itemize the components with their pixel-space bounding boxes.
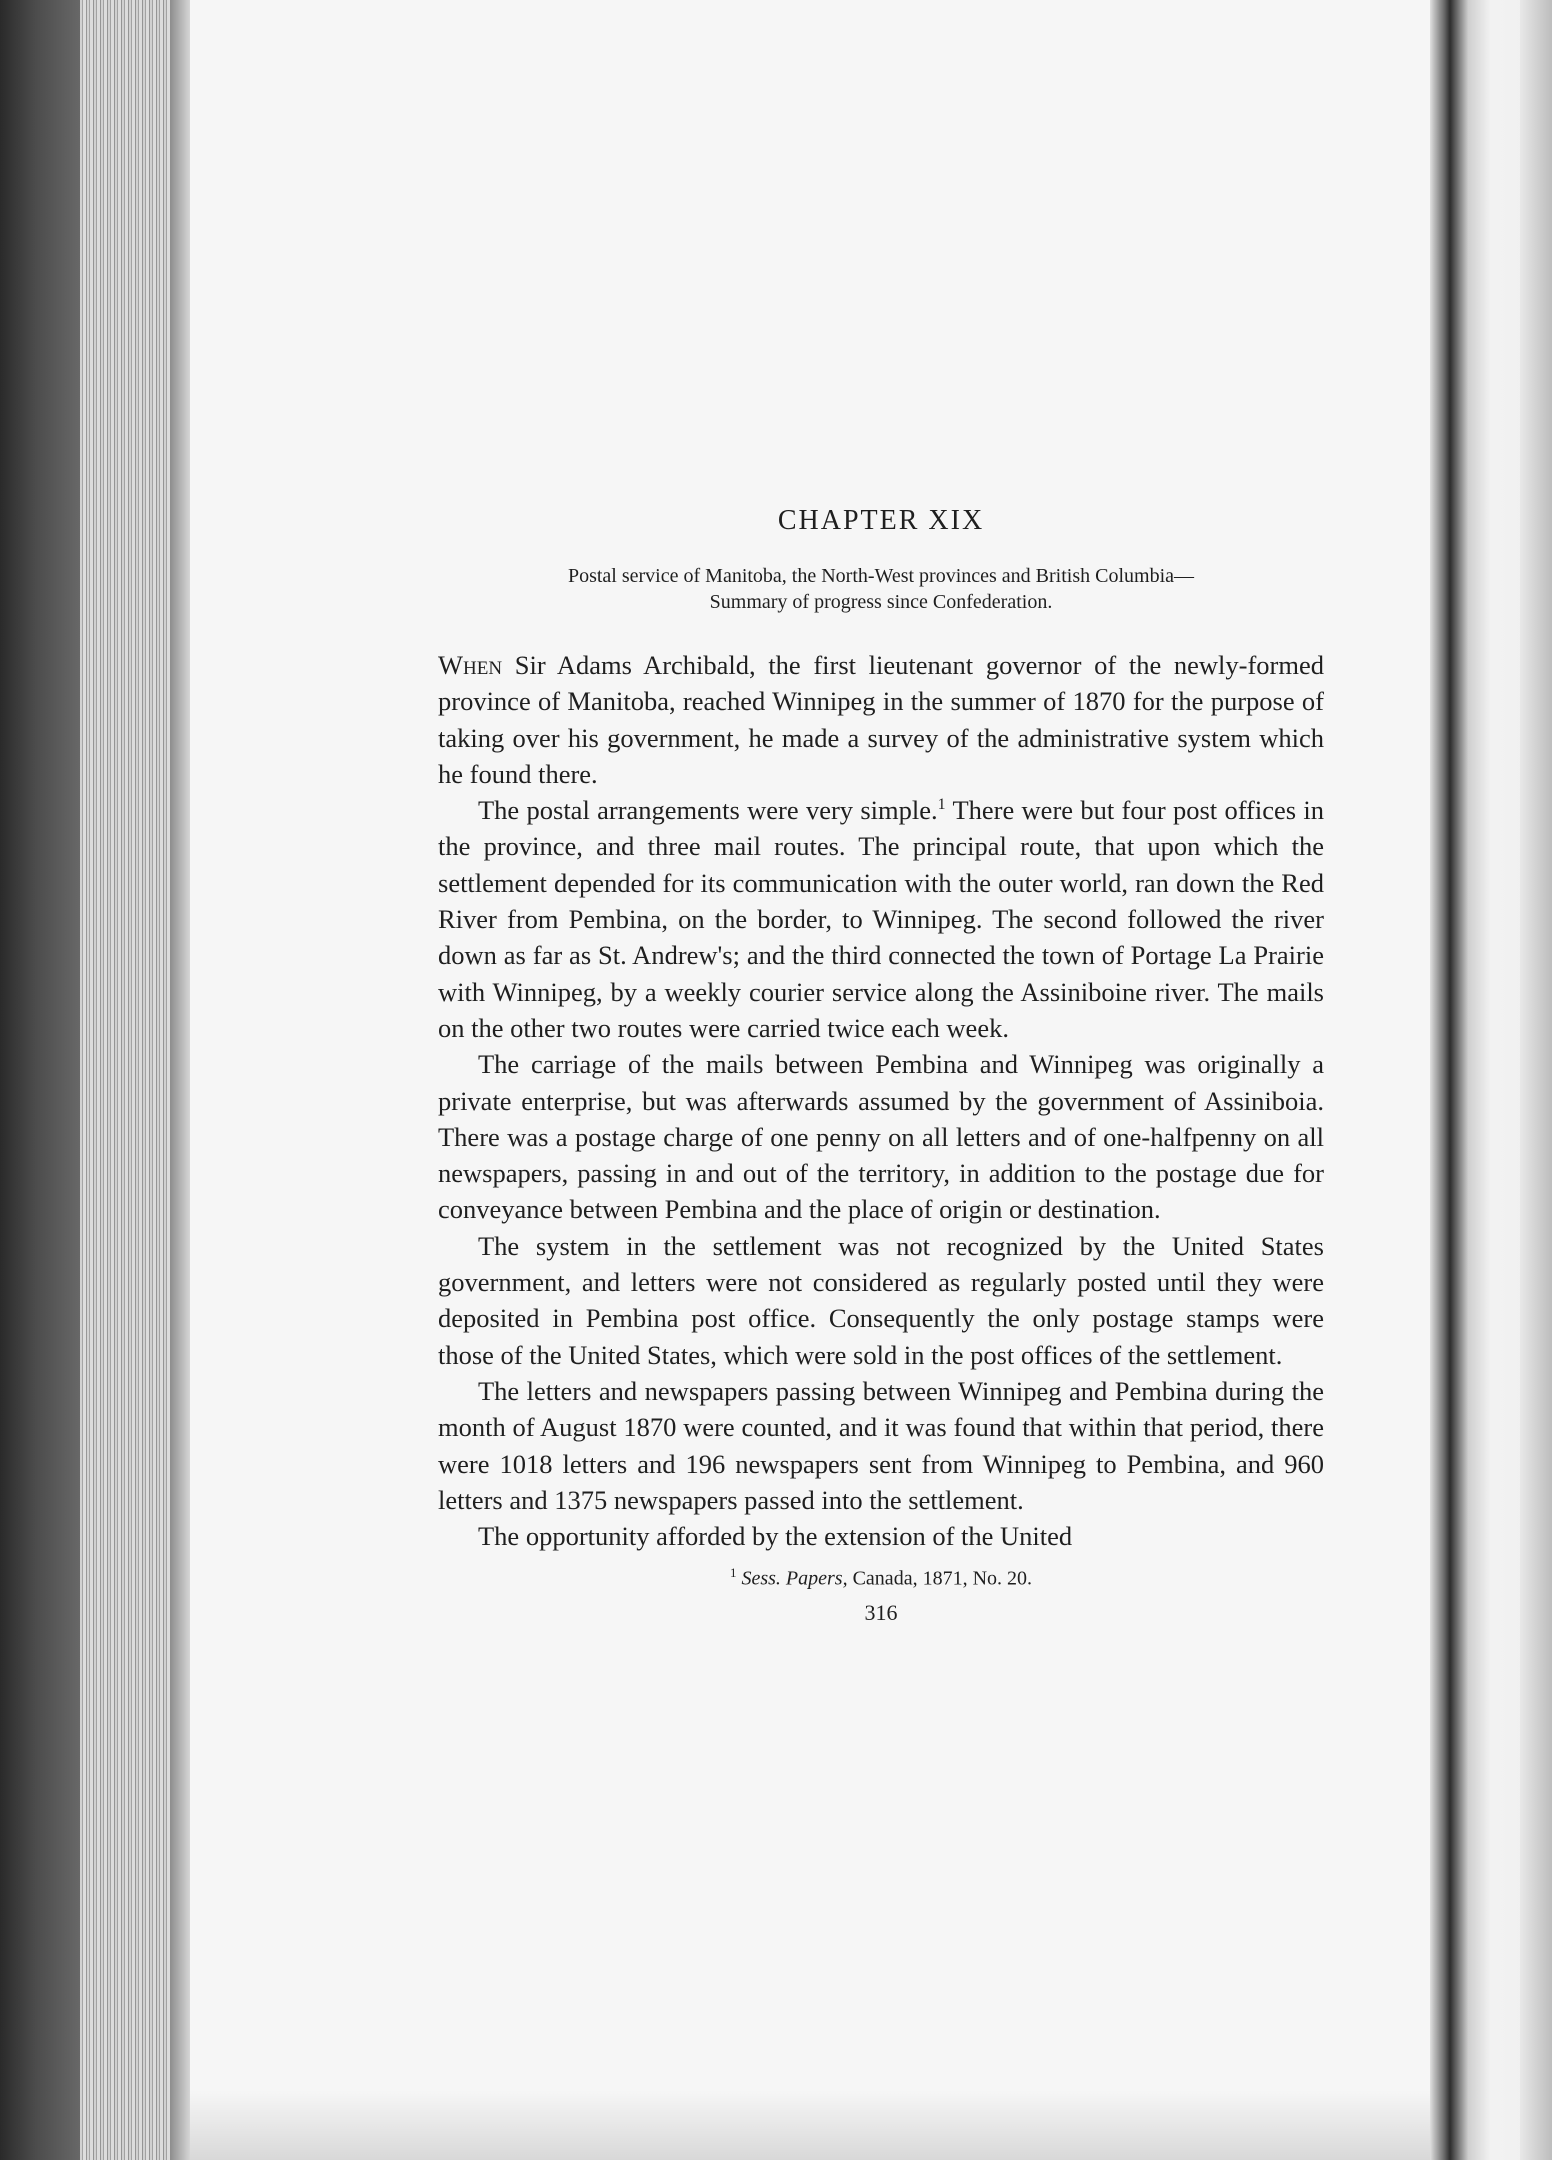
- footnote-reference: 1: [937, 796, 946, 814]
- paragraph-3: The carriage of the mails between Pembina and Winnipeg was originally a private enterprise, but was afterwards assumed by the government of Assiniboia. There was a postage charge of one penny on all letters and of one-halfpenny on all newspapers, passing in and out of the territory, in addition to the postage due for conveyance between Pembina and the place of origin or destination.: [438, 1049, 1324, 1225]
- footnote: [438, 1558, 1324, 1594]
- paragraph-2: [438, 792, 1324, 1046]
- footnote-rest: Canada, 1871, No. 20.: [847, 1568, 1033, 1591]
- chapter-summary-line-2: Summary of progress since Confederation.: [709, 591, 1053, 613]
- page-text: [438, 505, 1324, 1626]
- paragraph-lead-word: When: [438, 650, 503, 680]
- chapter-summary: [438, 563, 1324, 615]
- paragraph-2-text-a: The postal arrangements were very simple.: [478, 795, 938, 826]
- paragraph-1: [438, 647, 1324, 792]
- book-gutter: [1430, 0, 1450, 2160]
- page-bottom-shadow: [190, 2090, 1445, 2160]
- book-right-edge: [1520, 0, 1552, 2160]
- paragraph-6: The opportunity afforded by the extension of the United: [478, 1521, 1073, 1552]
- paragraph-1-text: Sir Adams Archibald, the first lieutenant governor of the newly-formed province of Manitoba, reached Winnipeg in the summer of 1870 for the purpose of taking over his government, he made a survey of the administrative system which he found there.: [438, 650, 1324, 789]
- book-left-edge: [0, 0, 90, 2160]
- page-number: 316: [864, 1600, 898, 1626]
- chapter-summary-line-1: Postal service of Manitoba, the North-West provinces and British Columbia—: [567, 565, 1195, 587]
- paragraph-2-text-b: There were but four post offices in the province, and three mail routes. The principal route, that upon which the settlement depended for its communication with the outer world, ran down the Red River from Pembina, on the border, to Winnipeg. The second followed the river down as far as St. Andrew's; and the third connected the town of Portage La Prairie with Winnipeg, by a weekly courier service along the Assiniboine river. The mails on the other two routes were carried twice each week.: [438, 795, 1324, 1043]
- footnote-source: Sess. Papers,: [741, 1568, 848, 1591]
- footnote-mark: 1: [729, 1565, 737, 1581]
- chapter-title: CHAPTER XIX: [777, 505, 985, 536]
- paragraph-5: The letters and newspapers passing between Winnipeg and Pembina during the month of August 1870 were counted, and it was found that within that period, there were 1018 letters and 196 newspapers sent from Winnipeg to Pembina, and 960 letters and 1375 newspapers passed into the settlement.: [438, 1375, 1324, 1515]
- paragraph-4: The system in the settlement was not recognized by the United States government, and letters were not considered as regularly posted until they were deposited in Pembina post office. Consequently the only postage stamps were those of the United States, which were sold in the post offices of the settlement.: [438, 1230, 1324, 1370]
